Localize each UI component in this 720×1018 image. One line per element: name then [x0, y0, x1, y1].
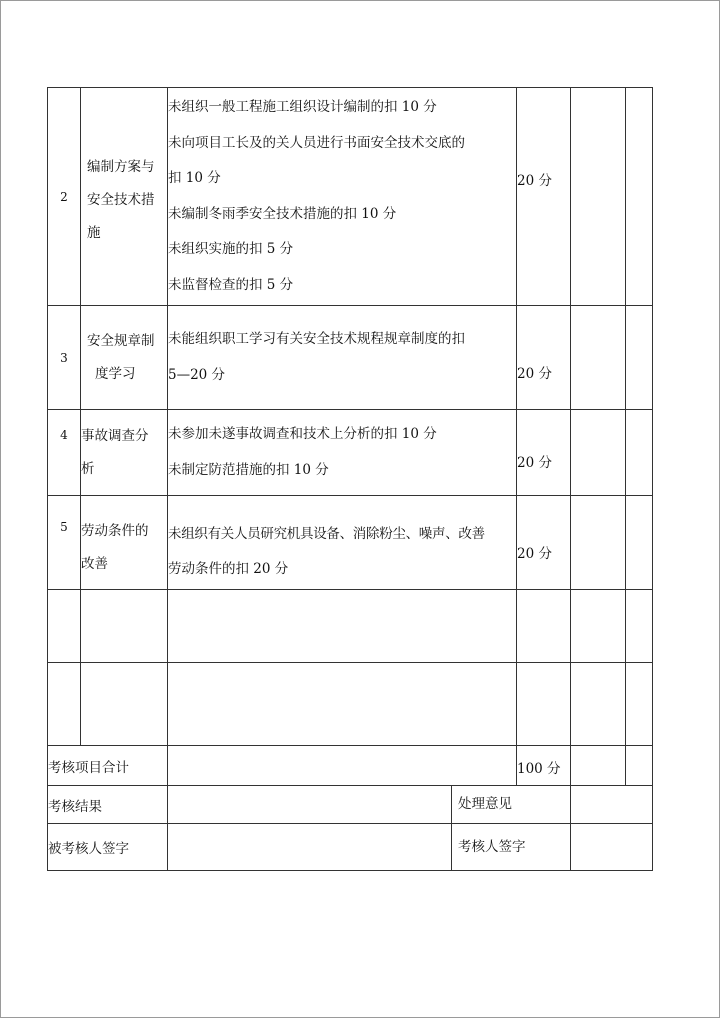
- empty-cell: [571, 496, 626, 590]
- empty-cell: [626, 746, 653, 786]
- opinion-label: 处理意见: [458, 796, 512, 812]
- score: 20 分: [517, 410, 571, 496]
- score: 20 分: [517, 88, 571, 306]
- table-row: [48, 663, 653, 746]
- total-row: [48, 746, 653, 786]
- empty-cell: [626, 663, 653, 746]
- total-label: 考核项目合计: [48, 746, 168, 786]
- total-score: 100 分: [517, 746, 571, 786]
- empty-cell: [168, 663, 517, 746]
- row-number: 4: [48, 410, 81, 496]
- deduction-criteria: 未参加未遂事故调查和技术上分析的扣 10 分 未制定防范措施的扣 10 分: [168, 410, 517, 496]
- opinion-value: [571, 786, 653, 824]
- empty-cell: [571, 410, 626, 496]
- empty-cell: [168, 746, 517, 786]
- empty-cell: [517, 663, 571, 746]
- examiner-signature-value: [571, 824, 653, 871]
- deduction-criteria: 未组织一般工程施工组织设计编制的扣 10 分 未向项目工长及的关人员进行书面安全技术交底的 扣 10 分 未编制冬雨季安全技术措施的扣 10 分 未组织实施的扣 5 分 未监督检查的扣 5 分: [168, 88, 517, 306]
- table-row: [48, 306, 653, 410]
- table-row: [48, 590, 653, 663]
- table-row: [48, 88, 653, 306]
- signature-row: [48, 824, 653, 871]
- empty-cell: [81, 590, 168, 663]
- empty-cell: [571, 663, 626, 746]
- row-number: 2: [48, 88, 81, 306]
- empty-cell: [571, 590, 626, 663]
- empty-cell: [168, 590, 517, 663]
- empty-cell: [626, 410, 653, 496]
- row-number: 5: [48, 496, 81, 590]
- table-row: [48, 410, 653, 496]
- score: 20 分: [517, 306, 571, 410]
- signature-split-cell: [168, 824, 571, 871]
- item-name: 劳动条件的 改善: [81, 496, 168, 590]
- result-label: 考核结果: [48, 786, 168, 824]
- item-name: 事故调查分 析: [81, 410, 168, 496]
- empty-cell: [48, 590, 81, 663]
- item-name: 安全规章制 度学习: [81, 306, 168, 410]
- empty-cell: [626, 88, 653, 306]
- empty-cell: [626, 496, 653, 590]
- empty-cell: [517, 590, 571, 663]
- empty-cell: [48, 663, 81, 746]
- empty-cell: [571, 746, 626, 786]
- table-row: [48, 496, 653, 590]
- examinee-signature-value: [168, 824, 452, 870]
- result-value: [168, 786, 452, 823]
- item-name: 编制方案与 安全技术措 施: [81, 88, 168, 306]
- examinee-signature-label: 被考核人签字: [48, 824, 168, 871]
- examiner-signature-label: 考核人签字: [458, 839, 526, 855]
- empty-cell: [571, 306, 626, 410]
- empty-cell: [81, 663, 168, 746]
- result-row: [48, 786, 653, 824]
- assessment-table: [47, 87, 653, 871]
- score: 20 分: [517, 496, 571, 590]
- deduction-criteria: 未能组织职工学习有关安全技术规程规章制度的扣 5—20 分: [168, 306, 517, 410]
- result-split-cell: [168, 786, 571, 824]
- empty-cell: [571, 88, 626, 306]
- empty-cell: [626, 590, 653, 663]
- row-number: 3: [48, 306, 81, 410]
- deduction-criteria: 未组织有关人员研究机具设备、消除粉尘、噪声、改善 劳动条件的扣 20 分: [168, 496, 517, 590]
- empty-cell: [626, 306, 653, 410]
